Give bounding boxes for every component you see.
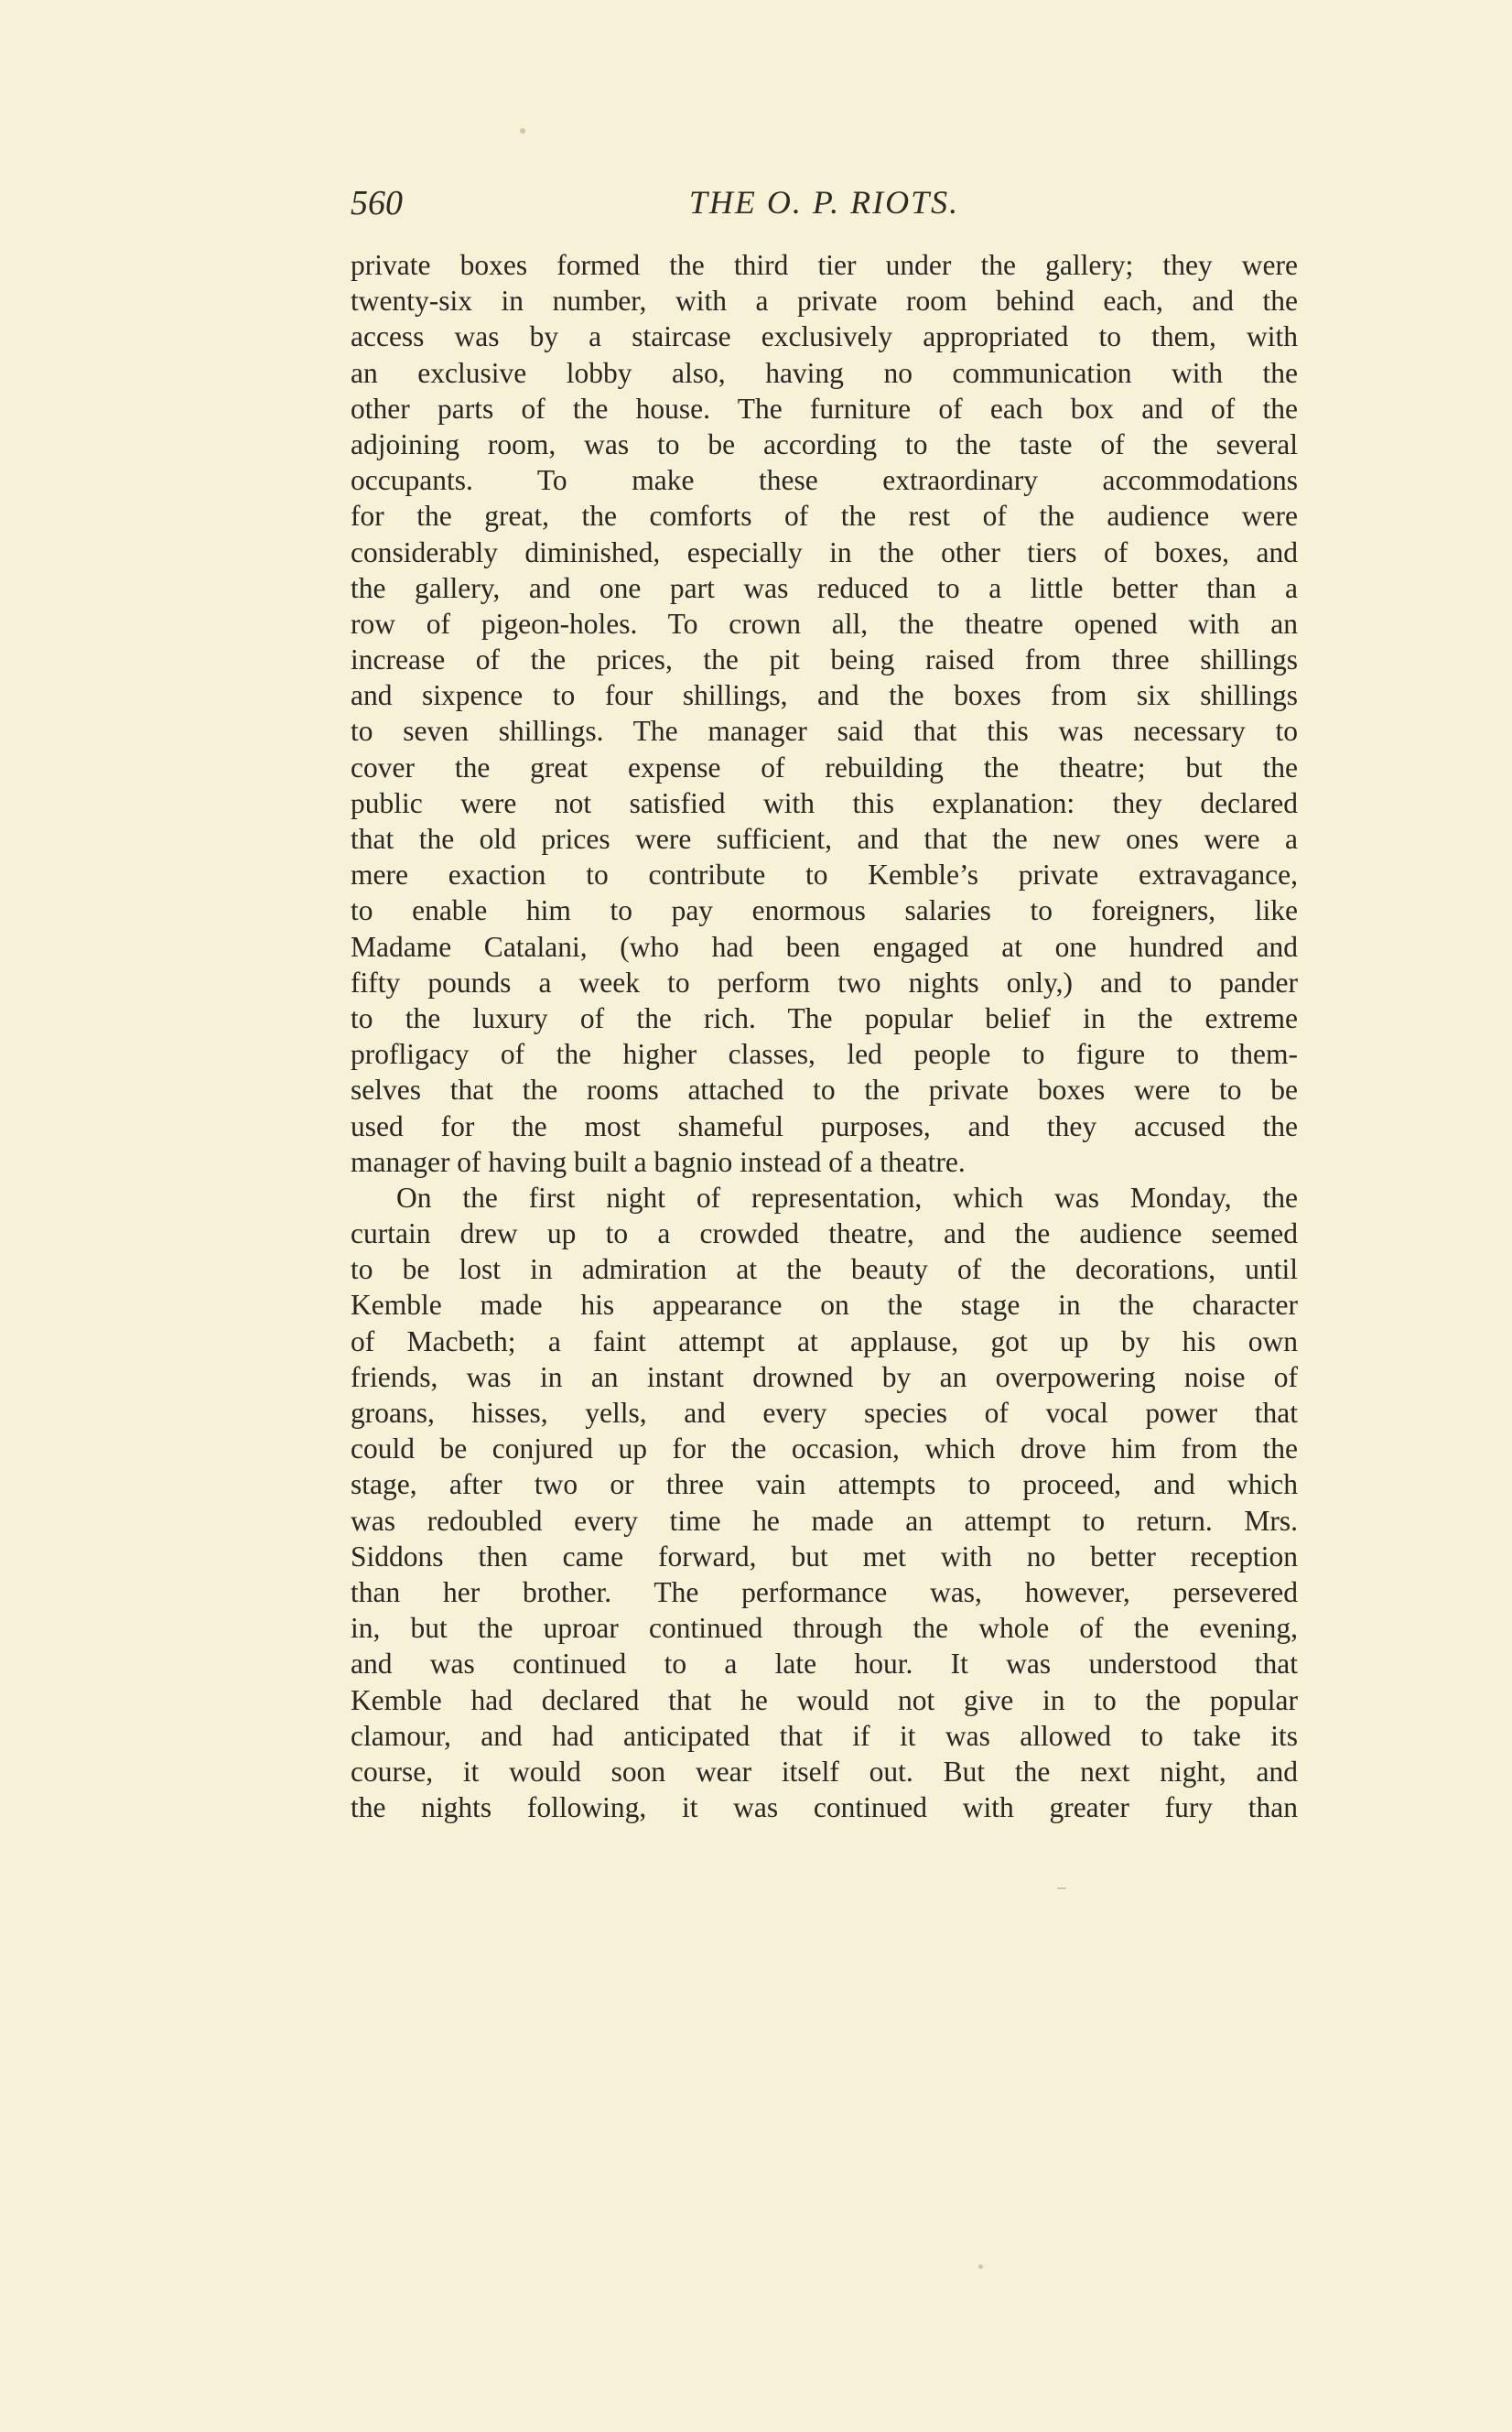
text-line: used for the most shameful purposes, and they accused the <box>351 1109 1298 1142</box>
text-line: public were not satisfied with this explanation: they declared <box>351 786 1298 819</box>
text-line: of Macbeth; a faint attempt at applause, got up by his own <box>351 1324 1298 1357</box>
running-title: THE O. P. RIOTS. <box>688 184 960 221</box>
text-line: mere exaction to contribute to Kemble’s private extravagance, <box>351 859 1298 892</box>
text-line: could be conjured up for the occasion, which drove him from the <box>351 1432 1298 1465</box>
text-line: to the luxury of the rich. The popular belief in the extreme <box>351 1001 1298 1034</box>
text-line: selves that the rooms attached to the private boxes were to be <box>351 1074 1298 1107</box>
text-line: row of pigeon-holes. To crown all, the theatre opened with an <box>351 607 1298 640</box>
text-line: to seven shillings. The manager said that this was necessary to <box>351 715 1298 748</box>
text-line: considerably diminished, especially in the other tiers of boxes, and <box>351 535 1298 568</box>
text-line: private boxes formed the third tier under the gallery; they were <box>351 249 1298 281</box>
text-line: adjoining room, was to be according to the taste of the several <box>351 427 1298 460</box>
text-line: increase of the prices, the pit being raised from three shillings <box>351 643 1298 676</box>
text-line: an exclusive lobby also, having no communication with the <box>351 356 1298 389</box>
text-line: to be lost in admiration at the beauty of the decorations, until <box>351 1253 1298 1286</box>
text-line: Madame Catalani, (who had been engaged at one hundred and <box>351 930 1298 963</box>
paragraph <box>351 1180 1298 1825</box>
page-number: 560 <box>351 184 403 222</box>
text-line: On the first night of representation, which was Monday, the <box>396 1181 1298 1214</box>
text-line: other parts of the house. The furniture of each box and of the <box>351 392 1298 425</box>
text-line: Kemble had declared that he would not give in to the popular <box>351 1683 1298 1716</box>
text-line: access was by a staircase exclusively appropriated to them, with <box>351 320 1298 353</box>
text-line: Kemble made his appearance on the stage in the character <box>351 1289 1298 1322</box>
text-line: and sixpence to four shillings, and the boxes from six shillings <box>351 679 1298 712</box>
text-line: that the old prices were sufficient, and that the new ones were a <box>351 823 1298 855</box>
text-line: to enable him to pay enormous salaries to foreigners, like <box>351 894 1298 927</box>
text-line: than her brother. The performance was, however, persevered <box>351 1575 1298 1608</box>
text-line: profligacy of the higher classes, led people to figure to them- <box>351 1038 1298 1071</box>
text-line: groans, hisses, yells, and every species of vocal power that <box>351 1397 1298 1429</box>
paragraph <box>351 247 1298 1180</box>
text-line: fifty pounds a week to perform two nights only,) and to pander <box>351 966 1298 999</box>
text-line: friends, was in an instant drowned by an overpowering noise of <box>351 1360 1298 1393</box>
text-line: twenty-six in number, with a private room behind each, and the <box>351 285 1298 318</box>
body-text <box>351 247 1298 1825</box>
text-line: stage, after two or three vain attempts to proceed, and which <box>351 1468 1298 1501</box>
paper-speck <box>1057 1887 1066 1889</box>
text-line: was redoubled every time he made an attempt to return. Mrs. <box>351 1504 1298 1537</box>
page-header <box>351 183 1298 229</box>
text-line: curtain drew up to a crowded theatre, and the audience seemed <box>351 1217 1298 1250</box>
text-line: for the great, the comforts of the rest of the audience were <box>351 500 1298 533</box>
text-line: clamour, and had anticipated that if it was allowed to take its <box>351 1719 1298 1752</box>
text-line: occupants. To make these extraordinary accommodations <box>351 464 1298 497</box>
text-line: in, but the uproar continued through the whole of the evening, <box>351 1612 1298 1645</box>
paper-speck <box>978 2264 983 2269</box>
text-line: Siddons then came forward, but met with no better reception <box>351 1540 1298 1573</box>
text-line: the nights following, it was continued with greater fury than <box>351 1791 1298 1824</box>
text-line: course, it would soon wear itself out. But the next night, and <box>351 1755 1298 1788</box>
paper-speck <box>520 128 525 134</box>
text-line: and was continued to a late hour. It was understood that <box>351 1648 1298 1681</box>
text-line: manager of having built a bagnio instead of a theatre. <box>351 1145 966 1178</box>
text-line: the gallery, and one part was reduced to a little better than a <box>351 571 1298 604</box>
text-line: cover the great expense of rebuilding the theatre; but the <box>351 751 1298 784</box>
